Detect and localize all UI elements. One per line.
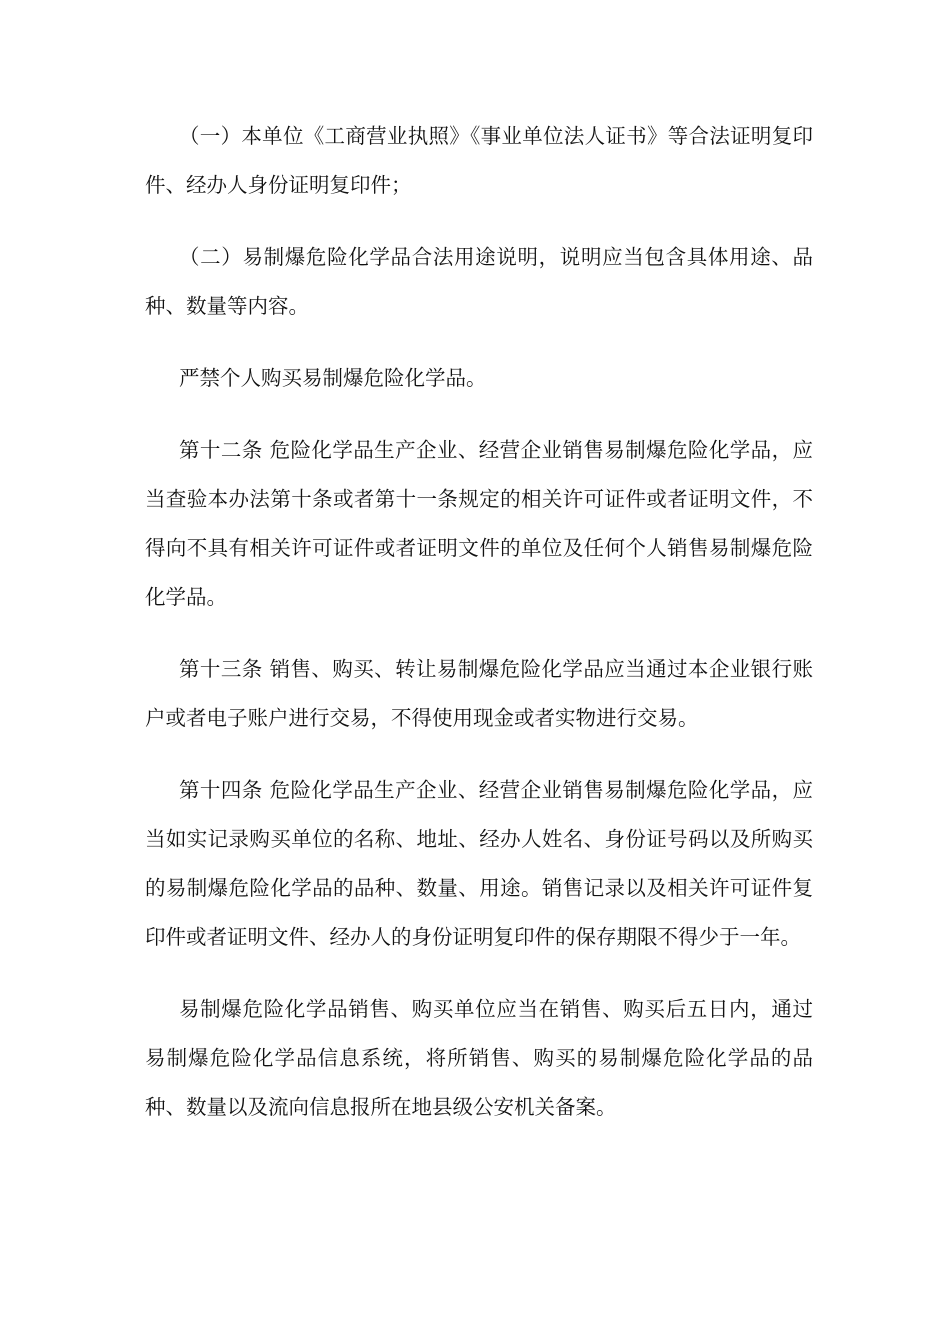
paragraph-article-13: 第十三条 销售、购买、转让易制爆危险化学品应当通过本企业银行账户或者电子账户进行交易，不得使用现金或者实物进行交易。	[145, 657, 813, 730]
paragraph-filing-requirement: 易制爆危险化学品销售、购买单位应当在销售、购买后五日内，通过易制爆危险化学品信息系统，将所销售、购买的易制爆危险化学品的品种、数量以及流向信息报所在地县级公安机关备案。	[145, 997, 813, 1119]
document-body	[145, 112, 813, 1155]
paragraph-item-1: （一）本单位《工商营业执照》《事业单位法人证书》等合法证明复印件、经办人身份证明复印件；	[145, 124, 813, 197]
paragraph-article-14: 第十四条 危险化学品生产企业、经营企业销售易制爆危险化学品，应当如实记录购买单位的名称、地址、经办人姓名、身份证号码以及所购买的易制爆危险化学品的品种、数量、用途。销售记录以及相关许可证件复印件或者证明文件、经办人的身份证明复印件的保存期限不得少于一年。	[145, 778, 813, 949]
paragraph-item-2: （二）易制爆危险化学品合法用途说明，说明应当包含具体用途、品种、数量等内容。	[145, 245, 813, 318]
paragraph-article-12: 第十二条 危险化学品生产企业、经营企业销售易制爆危险化学品，应当查验本办法第十条或者第十一条规定的相关许可证件或者证明文件，不得向不具有相关许可证件或者证明文件的单位及任何个人销售易制爆危险化学品。	[145, 438, 813, 609]
paragraph-prohibition: 严禁个人购买易制爆危险化学品。	[179, 366, 487, 390]
